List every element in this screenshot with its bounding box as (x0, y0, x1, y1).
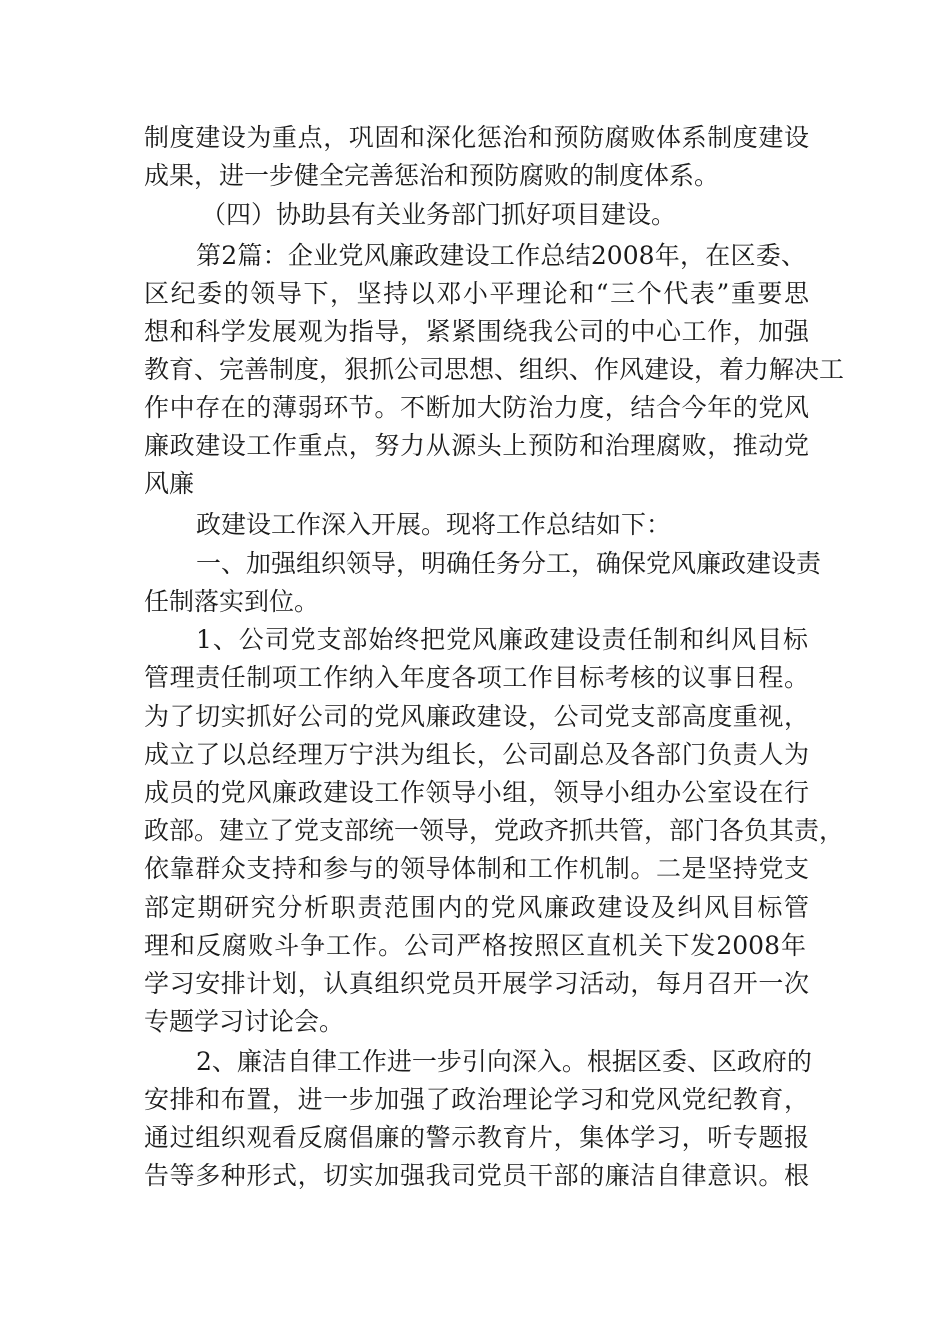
line-text: 成立了以总经理万宁洪为组长，公司副总及各部门负责人为 (144, 740, 809, 769)
line-text: 理和反腐败斗争工作。公司严格按照区直机关下发2008年 (144, 931, 806, 960)
line-text: 告等多种形式，切实加强我司党员干部的廉洁自律意识。根 (144, 1161, 809, 1190)
line-text: （四）协助县有关业务部门抓好项目建设。 (201, 200, 677, 229)
text-line (0, 388, 950, 428)
line-text: 管理责任制项工作纳入年度各项工作目标考核的议事日程。 (144, 663, 809, 692)
line-text: 部定期研究分析职责范围内的党风廉政建设及纠风目标管 (144, 893, 809, 922)
line-text: 任制落实到位。 (144, 587, 320, 616)
text-line (0, 464, 950, 504)
text-line (0, 118, 950, 158)
text-line (0, 1002, 950, 1042)
text-line (0, 544, 950, 584)
line-text: 作中存在的薄弱环节。不断加大防治力度，结合今年的党风 (144, 393, 809, 422)
line-text: 教育、完善制度，狠抓公司思想、组织、作风建设，着力解决工 (144, 355, 845, 384)
line-text: 区纪委的领导下，坚持以邓小平理论和“三个代表”重要思 (144, 279, 809, 308)
text-line (0, 505, 950, 545)
line-text: 为了切实抓好公司的党风廉政建设，公司党支部高度重视， (144, 702, 809, 731)
text-line (0, 735, 950, 775)
text-line (0, 426, 950, 466)
line-text: 2、廉洁自律工作进一步引向深入。根据区委、区政府的 (196, 1047, 812, 1076)
line-text: 政建设工作深入开展。现将工作总结如下： (196, 510, 672, 539)
line-text: 政部。建立了党支部统一领导，党政齐抓共管，部门各负其责， (144, 816, 845, 845)
text-line (0, 926, 950, 966)
line-text: 廉政建设工作重点，努力从源头上预防和治理腐败，推动党 (144, 431, 809, 460)
line-text: 第2篇：企业党风廉政建设工作总结2008年，在区委、 (196, 241, 806, 270)
line-text: 风廉 (144, 469, 195, 498)
text-line (0, 1156, 950, 1196)
text-line (0, 964, 950, 1004)
text-line (0, 156, 950, 196)
text-line (0, 773, 950, 813)
line-text: 学习安排计划，认真组织党员开展学习活动，每月召开一次 (144, 969, 809, 998)
line-text: 专题学习讨论会。 (144, 1007, 345, 1036)
text-line (0, 697, 950, 737)
text-line (0, 274, 950, 314)
line-text: 想和科学发展观为指导，紧紧围绕我公司的中心工作，加强 (144, 317, 809, 346)
text-line (0, 236, 950, 276)
line-text: 成员的党风廉政建设工作领导小组，领导小组办公室设在行 (144, 778, 809, 807)
text-line (0, 582, 950, 622)
text-line (0, 1080, 950, 1120)
text-line (0, 658, 950, 698)
text-line (0, 312, 950, 352)
line-text: 1、公司党支部始终把党风廉政建设责任制和纠风目标 (196, 625, 808, 654)
text-line (0, 350, 950, 390)
text-line (0, 811, 950, 851)
text-line (0, 888, 950, 928)
line-text: 安排和布置，进一步加强了政治理论学习和党风党纪教育， (144, 1085, 809, 1114)
text-line (0, 620, 950, 660)
text-line (0, 1118, 950, 1158)
line-text: 通过组织观看反腐倡廉的警示教育片，集体学习，听专题报 (144, 1123, 809, 1152)
line-text: 依靠群众支持和参与的领导体制和工作机制。二是坚持党支 (144, 854, 809, 883)
text-line (0, 195, 950, 235)
line-text: 成果，进一步健全完善惩治和预防腐败的制度体系。 (144, 161, 720, 190)
line-text: 一、加强组织领导，明确任务分工，确保党风廉政建设责 (196, 549, 822, 578)
text-line (0, 1042, 950, 1082)
text-line (0, 849, 950, 889)
line-text: 制度建设为重点，巩固和深化惩治和预防腐败体系制度建设 (144, 123, 809, 152)
